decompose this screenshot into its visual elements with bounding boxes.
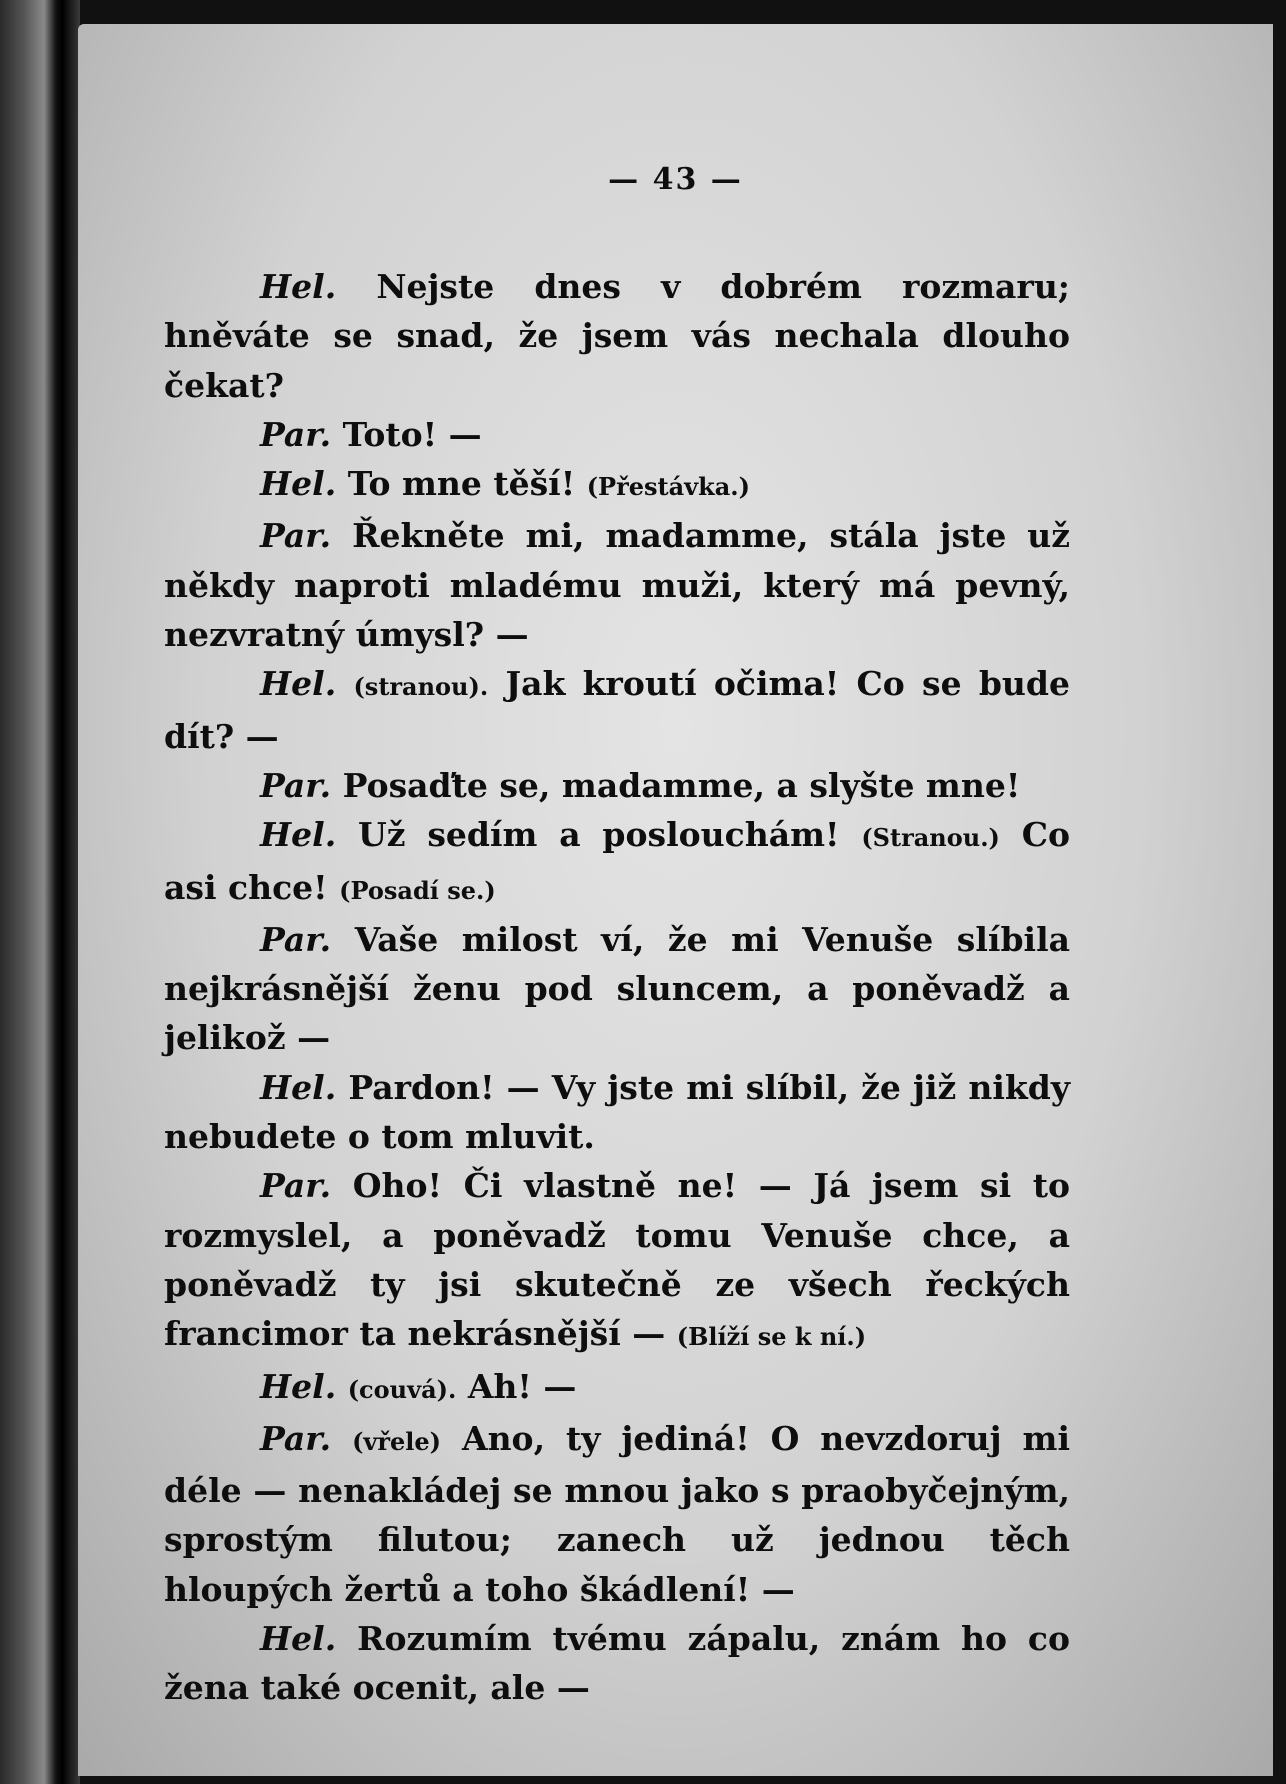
speaker-name: Par. (260, 1418, 332, 1458)
stage-direction: (vřele) (352, 1426, 442, 1456)
dialogue-paragraph (164, 511, 1070, 659)
stage-direction: (Posadí se.) (339, 875, 496, 905)
speaker-name: Par. (260, 1166, 332, 1206)
speaker-name: Par. (260, 516, 332, 556)
dialogue-line: Ah! — (456, 1366, 577, 1406)
speaker-name: Hel. (260, 464, 337, 504)
dialogue-paragraph (164, 1161, 1070, 1361)
speaker-name: Hel. (260, 1366, 337, 1406)
page-sheet (78, 24, 1273, 1776)
dialogue-paragraph (164, 262, 1070, 410)
dialogue-line: Nejste dnes v dobrém rozmaru; hněváte se snad, že jsem vás nechala dlouho čekat? (164, 267, 1070, 405)
dialogue-paragraph (164, 410, 1070, 459)
speaker-name: Hel. (260, 1067, 337, 1107)
dialogue-paragraph (164, 1414, 1070, 1614)
dialogue-paragraph (164, 1063, 1070, 1162)
stage-direction: (couvá). (347, 1374, 457, 1404)
book-spine (0, 0, 80, 1784)
dialogue-paragraph (164, 761, 1070, 810)
stage-direction: (stranou). (353, 672, 489, 702)
dialogue-line: Oho! Či vlastně ne! — Já jsem si to rozmyslel, a poněvadž tomu Venuše chce, a poněvadž ty jsi skutečně ze všech řeckých francimor ta nekrásnější — (164, 1166, 1070, 1354)
speaker-name: Par. (260, 765, 332, 805)
dialogue-paragraph (164, 810, 1070, 915)
dialogue-line: Posaďte se, madamme, a slyšte mne! (331, 765, 1021, 805)
dialogue-paragraph (164, 1362, 1070, 1414)
dialogue-line: Už sedím a poslouchám! (336, 815, 862, 855)
dialogue-line: Vaše milost ví, že mi Venuše slíbila nejkrásnější ženu pod sluncem, a poněvadž a jelikož — (164, 919, 1070, 1058)
speaker-name: Hel. (260, 267, 337, 306)
dialogue-line: To mne těší! (336, 464, 587, 504)
dialogue-line: Jak kroutí očima! Co se bude dít? — (164, 664, 1070, 756)
page-number: — 43 — (608, 162, 743, 197)
dialogue-line: Pardon! — Vy jste mi slíbil, že již nikdy nebudete o tom mluvit. (164, 1067, 1070, 1157)
dialogue-paragraph (164, 459, 1070, 511)
dialogue-line (336, 664, 353, 703)
speaker-name: Par. (260, 919, 332, 959)
dialogue-line: Ano, ty jediná! O nevzdoruj mi déle — nenakládej se mnou jako s praobyčejným, sprostým filutou; zanech už jednou těch hloupých žertů a toho škádlení! — (164, 1418, 1070, 1609)
dialogue-line (336, 1367, 348, 1406)
speaker-name: Par. (260, 414, 332, 454)
stage-direction: (Blíží se k ní.) (676, 1322, 867, 1352)
dialogue-paragraph (164, 915, 1070, 1063)
speaker-name: Hel. (260, 664, 337, 704)
dialogue-line: Řekněte mi, madamme, stála jste už někdy naproti mladému muži, který má pevný, nezvratný úmysl? — (164, 516, 1070, 655)
dialogue-line (331, 1419, 352, 1458)
dialogue-line: Rozumím tvému zápalu, znám ho co žena také ocenit, ale — (164, 1619, 1070, 1708)
stage-direction: (Přestávka.) (586, 472, 750, 502)
dialogue-line: Co asi chce! (164, 815, 1071, 907)
dialogue-text (164, 262, 1070, 1713)
speaker-name: Hel. (260, 815, 337, 855)
speaker-name: Hel. (260, 1619, 337, 1659)
stage-direction: (Stranou.) (861, 823, 1000, 853)
dialogue-paragraph (164, 1614, 1070, 1713)
dialogue-line: Toto! — (331, 414, 482, 454)
dialogue-paragraph (164, 659, 1070, 761)
